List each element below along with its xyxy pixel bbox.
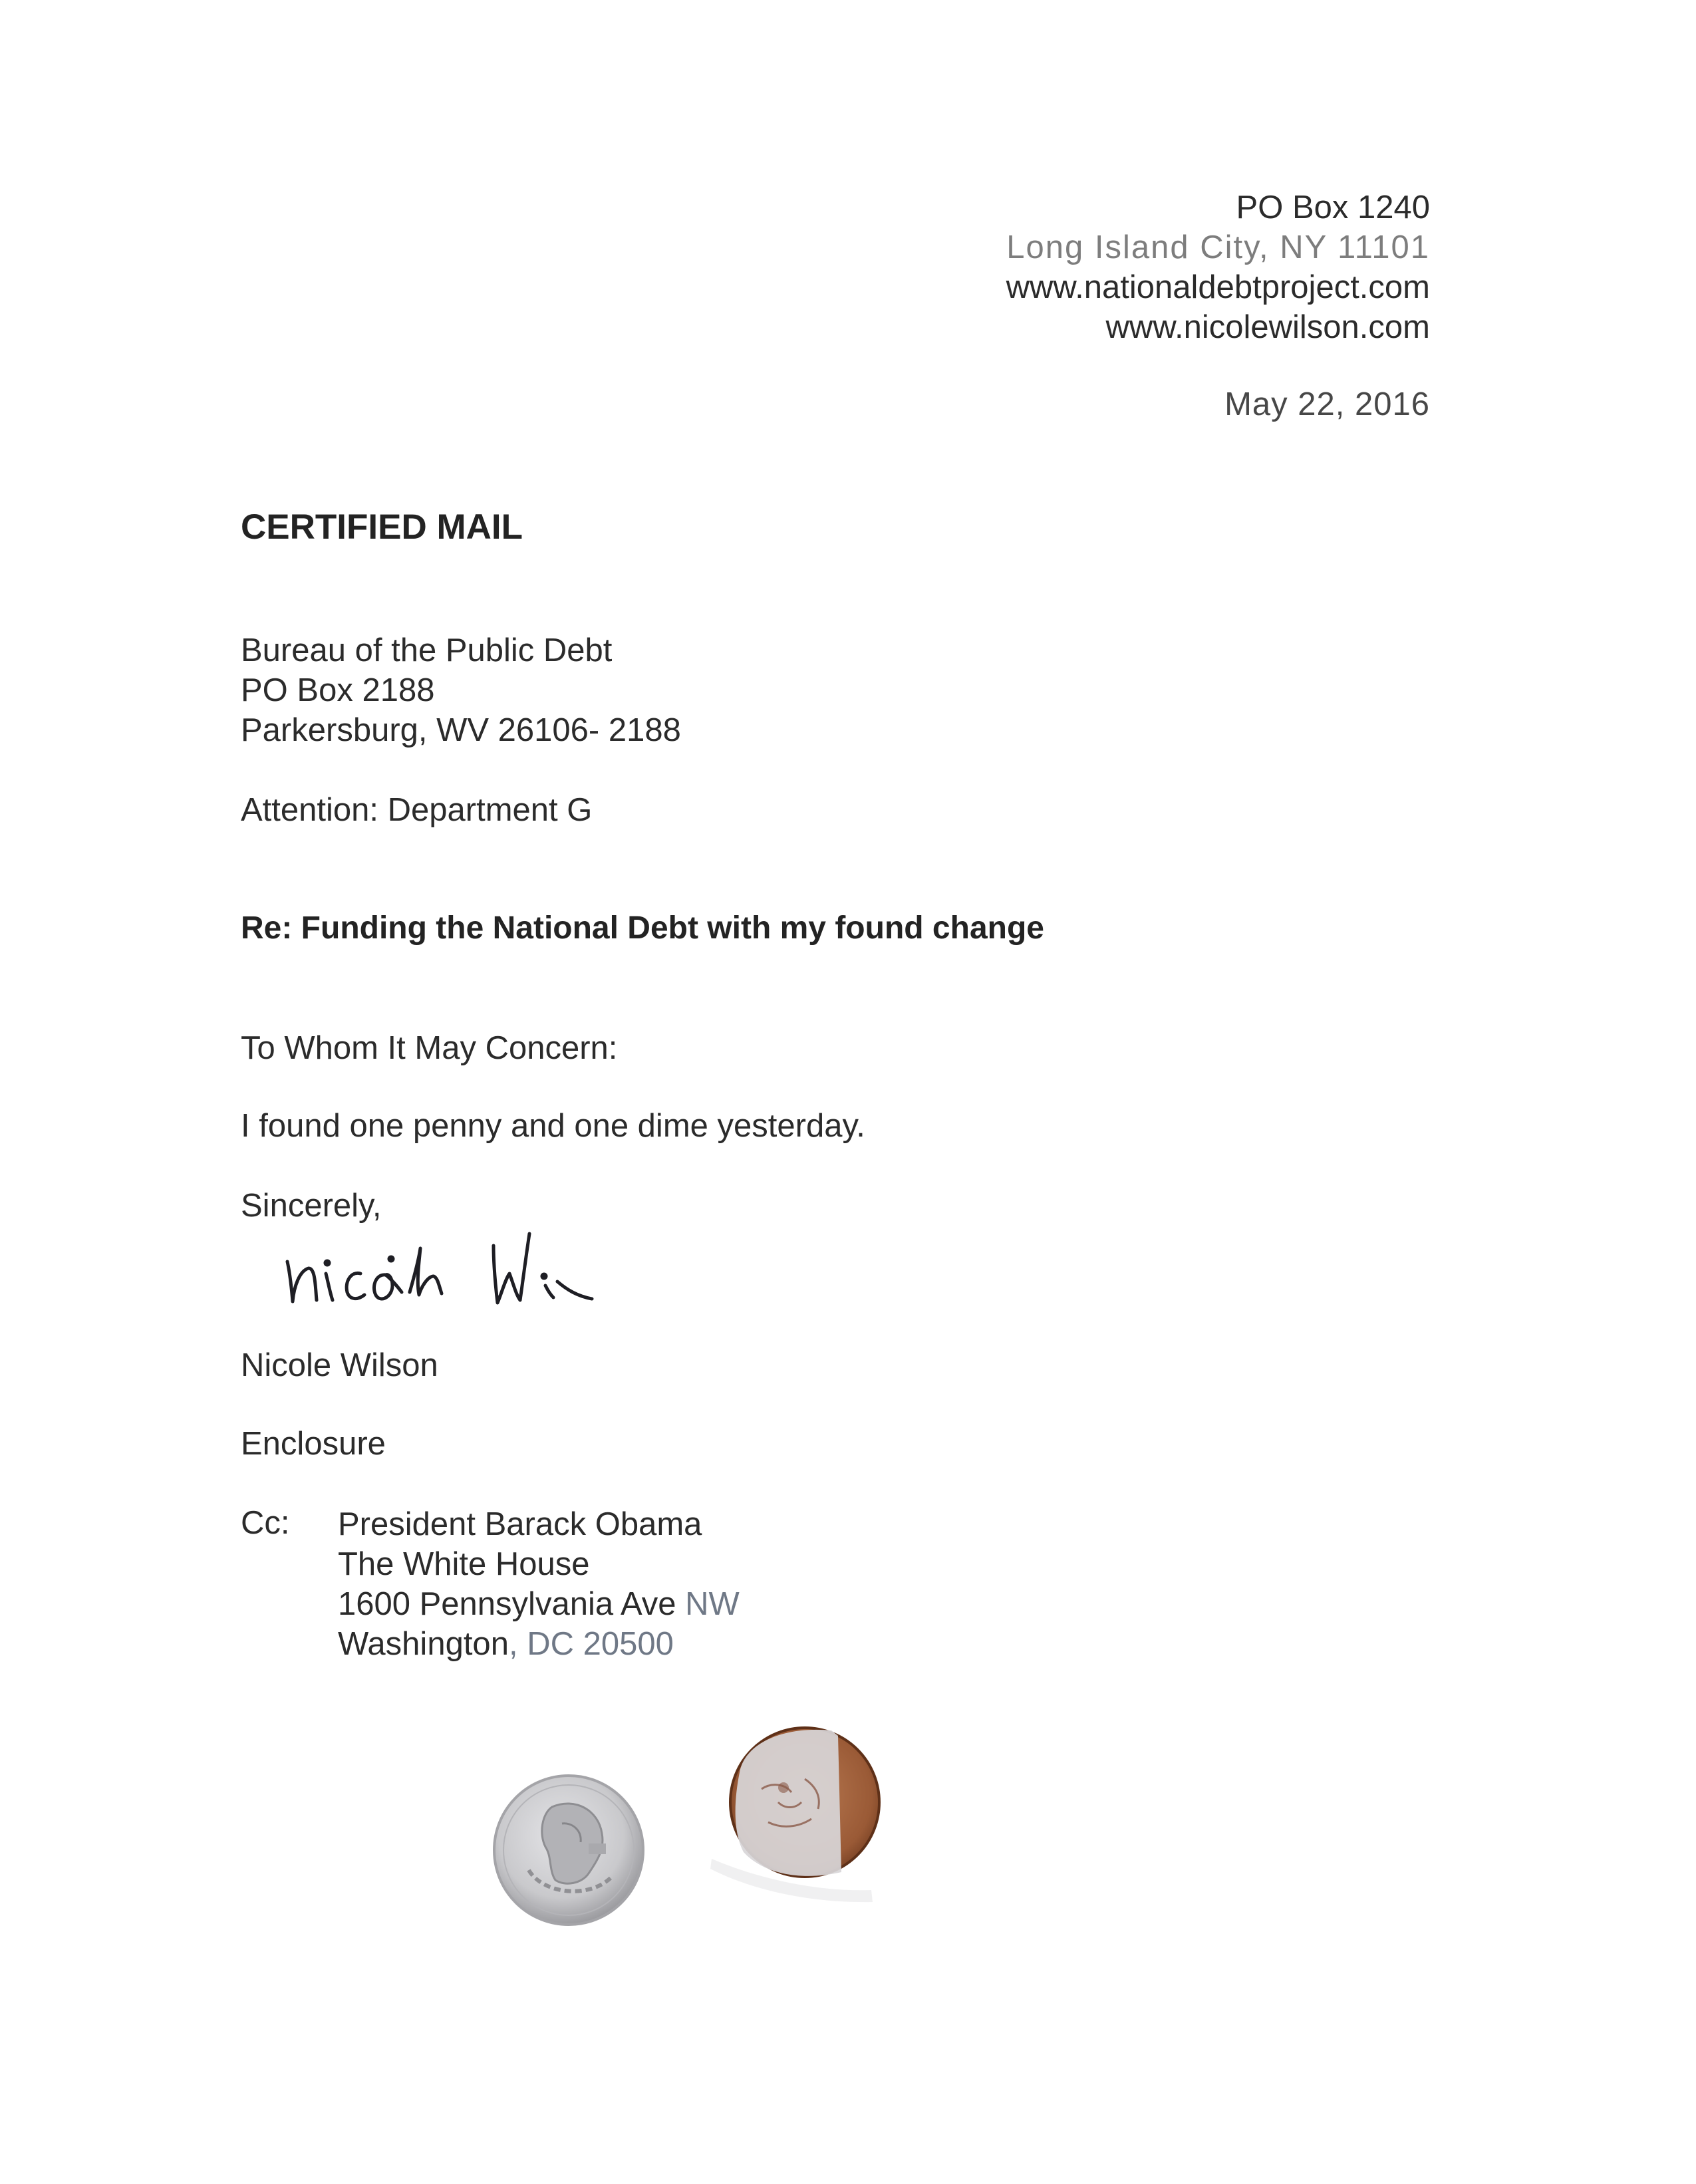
delivery-method: CERTIFIED MAIL <box>241 507 523 547</box>
signer-name: Nicole Wilson <box>241 1347 438 1383</box>
penny-coin-icon <box>705 1709 905 1909</box>
recipient-city-line: Parkersburg, WV 26106- 2188 <box>241 712 681 748</box>
cc-label: Cc: <box>241 1505 290 1541</box>
cc-city-line: Washington, DC 20500 <box>338 1626 674 1662</box>
sender-website-2: www.nicolewilson.com <box>1105 309 1430 345</box>
cc-address <box>338 1504 740 1664</box>
cc-street: 1600 Pennsylvania Ave <box>338 1586 676 1622</box>
cc-address-line-1: The White House <box>338 1546 590 1582</box>
sender-website-1: www.nationaldebtproject.com <box>1006 269 1430 305</box>
handwritten-signature <box>279 1207 638 1327</box>
sender-city-line: Long Island City, NY 11101 <box>1006 229 1430 265</box>
recipient-address <box>241 630 681 750</box>
dime-coin-icon <box>489 1770 648 1930</box>
cc-city: Washington <box>338 1626 509 1662</box>
enclosure-note: Enclosure <box>241 1426 386 1462</box>
letter-body: I found one penny and one dime yesterday. <box>241 1108 865 1144</box>
cc-street-suffix: NW <box>685 1586 740 1622</box>
recipient-name: Bureau of the Public Debt <box>241 632 613 668</box>
recipient-po-box: PO Box 2188 <box>241 672 435 708</box>
closing: Sincerely, <box>241 1188 382 1224</box>
cc-name: President Barack Obama <box>338 1506 702 1542</box>
subject-line: Re: Funding the National Debt with my found change <box>241 910 1044 946</box>
sender-po-box: PO Box 1240 <box>1236 190 1430 225</box>
attention-line: Attention: Department G <box>241 792 593 828</box>
sender-address <box>1006 188 1430 347</box>
salutation: To Whom It May Concern: <box>241 1030 618 1066</box>
cc-state-zip: DC 20500 <box>527 1626 674 1662</box>
letter-date: May 22, 2016 <box>1224 386 1430 422</box>
cc-street-line <box>338 1584 740 1624</box>
